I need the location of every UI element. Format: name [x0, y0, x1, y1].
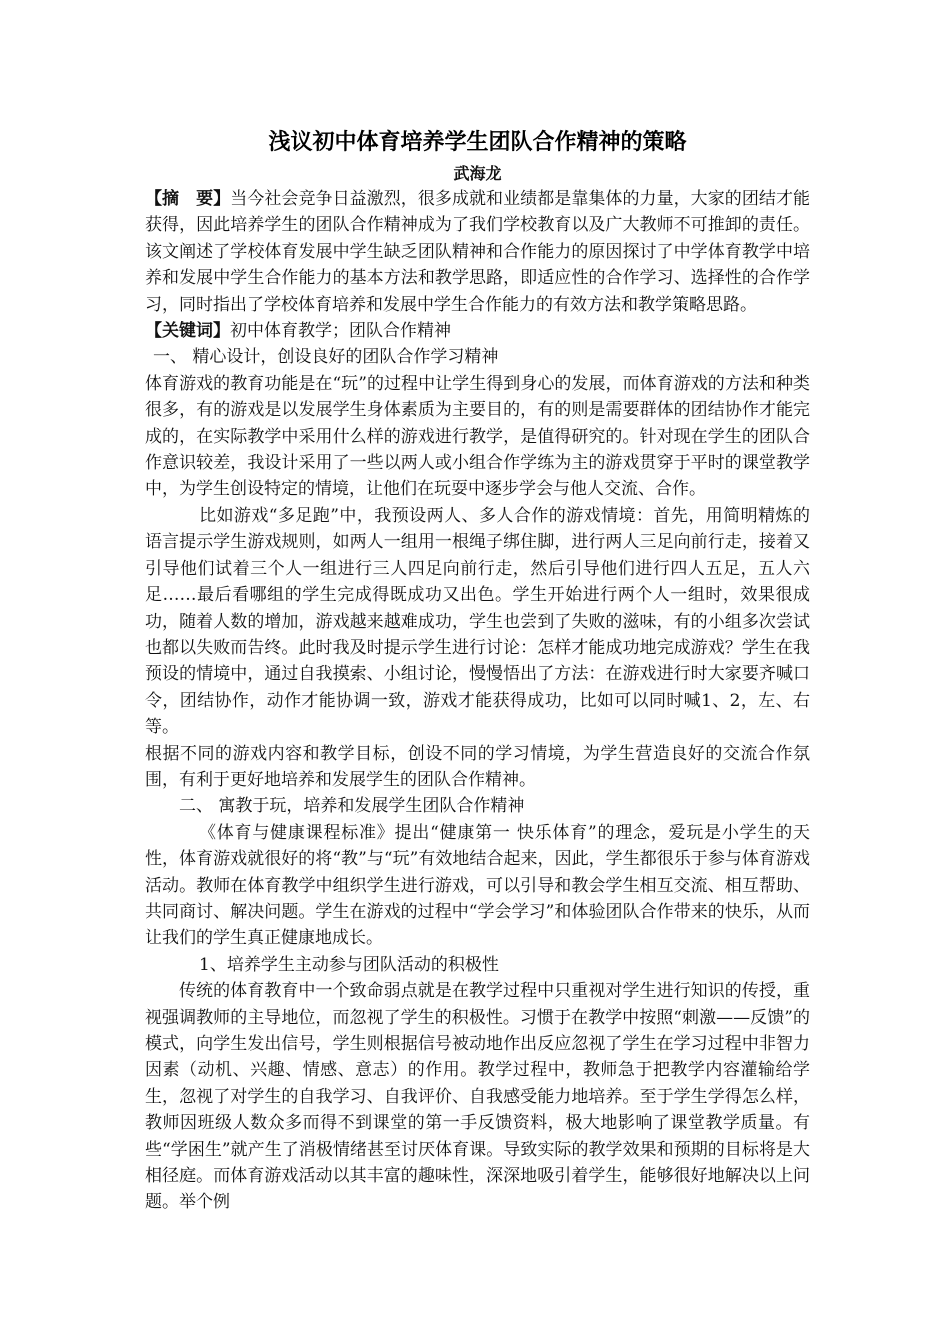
subsection-1-heading: 1、培养学生主动参与团队活动的积极性	[199, 954, 499, 975]
section-2-paragraph-1: 《体育与健康课程标准》提出“健康第一 快乐体育”的理念，爱玩是小学生的天性，体育游戏就很好的将“教”与“玩”有效地结合起来，因此，学生都很乐于参与体育游戏活动。教师在体育教学中组织学生进行游戏，可以引导和教会学生相互交流、相互帮助、共同商讨、解决问题。学生在游戏的过程中“学会学习”和体验团队合作带来的快乐，从而让我们的学生真正健康地成长。	[145, 822, 810, 949]
subsection-1-paragraph-1: 传统的体育教育中一个致命弱点就是在教学过程中只重视对学生进行知识的传授，重视强调教师的主导地位，而忽视了学生的积极性。习惯于在教学中按照“刺激——反馈”的模式，向学生发出信号，学生则根据信号被动地作出反应忽视了学生在学习过程中非智力因素（动机、兴趣、情感、意志）的作用。教学过程中，教师急于把教学内容灌输给学生，忽视了对学生的自我学习、自我评价、自我感受能力地培养。至于学生学得怎么样，教师因班级人数众多而得不到课堂的第一手反馈资料，极大地影响了课堂教学质量。有些“学困生”就产生了消极情绪甚至讨厌体育课。导致实际的教学效果和预期的目标将是大相径庭。而体育游戏活动以其丰富的趣味性，深深地吸引着学生，能够很好地解决以上问题。举个例	[145, 981, 810, 1213]
author-name: 武海龙	[453, 164, 502, 183]
abstract-text: 当今社会竞争日益激烈，很多成就和业绩都是靠集体的力量，大家的团结才能获得，因此培养学生的团队合作精神成为了我们学校教育以及广大教师不可推卸的责任。该文阐述了学校体育发展中学生缺乏团队精神和合作能力的原因探讨了中学体育教学中培养和发展中学生合作能力的基本方法和教学思路，即适应性的合作学习、选择性的合作学习，同时指出了学校体育培养和发展中学生合作能力的有效方法和教学策略思路。	[145, 189, 811, 315]
section-2-heading: 二、 寓教于玩，培养和发展学生团队合作精神	[179, 796, 525, 817]
abstract-label: 【摘 要】	[145, 189, 231, 209]
document-page	[145, 128, 810, 1216]
keywords-label: 【关键词】	[145, 321, 230, 342]
section-1-paragraph-1: 体育游戏的教育功能是在“玩”的过程中让学生得到身心的发展，而体育游戏的方法和种类很多，有的游戏是以发展学生身体素质为主要目的，有的则是需要群体的团结协作才能完成的，在实际教学中采用什么样的游戏进行教学，是值得研究的。针对现在学生的团队合作意识较差，我设计采用了一些以两人或小组合作学练为主的游戏贯穿于平时的课堂教学中，为学生创设特定的情境，让他们在玩耍中逐步学会与他人交流、合作。	[145, 373, 810, 500]
keywords-paragraph	[145, 318, 810, 344]
keywords-text: 初中体育教学；团队合作精神	[230, 321, 451, 342]
section-1-paragraph-3: 根据不同的游戏内容和教学目标，创设不同的学习情境，为学生营造良好的交流合作氛围，有利于更好地培养和发展学生的团队合作精神。	[145, 743, 810, 790]
section-1-paragraph-2: 比如游戏“多足跑”中，我预设两人、多人合作的游戏情境：首先，用简明精炼的语言提示学生游戏规则，如两人一组用一根绳子绑住脚，进行两人三足向前行走，接着又引导他们试着三个人一组进行三人四足向前行走，然后引导他们进行四人五足，五人六足……最后看哪组的学生完成得既成功又出色。学生开始进行两个人一组时，效果很成功，随着人数的增加，游戏越来越难成功，学生也尝到了失败的滋味，有的小组多次尝试也都以失败而告终。此时我及时提示学生进行讨论：怎样才能成功地完成游戏？学生在我预设的情境中，通过自我摸索、小组讨论，慢慢悟出了方法：在游戏进行时大家要齐喊口令，团结协作，动作才能协调一致，游戏才能获得成功，比如可以同时喊1、2，左、右等。	[145, 505, 810, 738]
abstract-paragraph	[145, 186, 810, 318]
section-1-heading: 一、 精心设计，创设良好的团队合作学习精神	[153, 347, 499, 368]
document-title: 浅议初中体育培养学生团队合作精神的策略	[268, 130, 687, 155]
